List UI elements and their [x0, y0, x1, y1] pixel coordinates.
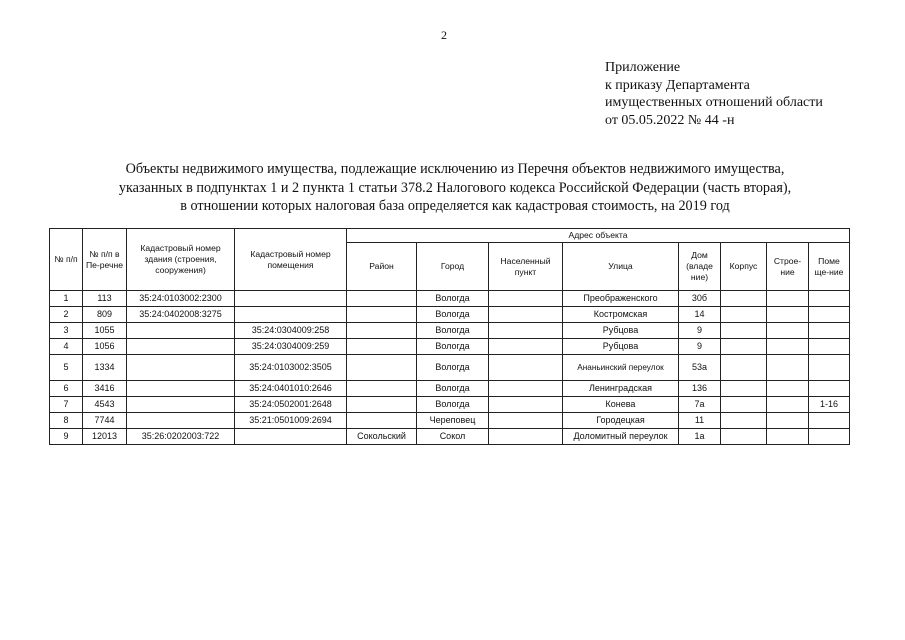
- cell-stroenie: [767, 339, 809, 355]
- cell-settlement: [489, 307, 563, 323]
- table-body: [50, 291, 850, 445]
- cell-district: [347, 323, 417, 339]
- cell-city: Вологда: [417, 355, 489, 381]
- cell-korpus: [721, 413, 767, 429]
- header-num: № п/п: [50, 229, 83, 291]
- cell-stroenie: [767, 413, 809, 429]
- cell-settlement: [489, 397, 563, 413]
- cell-district: Сокольский: [347, 429, 417, 445]
- cell-street: Конева: [563, 397, 679, 413]
- cell-pomeshenie: [809, 339, 850, 355]
- cell-settlement: [489, 381, 563, 397]
- cell-stroenie: [767, 397, 809, 413]
- objects-table: [49, 228, 850, 445]
- cell-premises: 35:24:0103002:3505: [235, 355, 347, 381]
- cell-district: [347, 355, 417, 381]
- title-line: указанных в подпунктах 1 и 2 пункта 1 статьи 378.2 Налогового кодекса Российской Федерации (часть вторая),: [118, 179, 792, 196]
- header-building-cadastral: Кадастровый номер здания (строения, сооружения): [127, 229, 235, 291]
- cell-street: Ленинградская: [563, 381, 679, 397]
- cell-perechen: 1056: [83, 339, 127, 355]
- cell-korpus: [721, 307, 767, 323]
- table-row: [50, 413, 850, 429]
- cell-korpus: [721, 323, 767, 339]
- cell-building: [127, 397, 235, 413]
- cell-num: 9: [50, 429, 83, 445]
- cell-city: Вологда: [417, 339, 489, 355]
- cell-stroenie: [767, 355, 809, 381]
- table-row: [50, 307, 850, 323]
- appendix-line: от 05.05.2022 № 44 -н: [605, 112, 735, 128]
- cell-settlement: [489, 355, 563, 381]
- cell-premises: [235, 307, 347, 323]
- cell-city: Вологда: [417, 307, 489, 323]
- appendix-line: Приложение: [605, 60, 681, 75]
- cell-house: 9: [679, 323, 721, 339]
- cell-stroenie: [767, 381, 809, 397]
- cell-korpus: [721, 381, 767, 397]
- cell-premises: 35:21:0501009:2694: [235, 413, 347, 429]
- cell-building: 35:26:0202003:722: [127, 429, 235, 445]
- appendix-line: имущественных отношений области: [605, 95, 823, 110]
- cell-settlement: [489, 429, 563, 445]
- table-row: [50, 397, 850, 413]
- cell-pomeshenie: [809, 413, 850, 429]
- cell-stroenie: [767, 323, 809, 339]
- cell-street: Преображенского: [563, 291, 679, 307]
- cell-korpus: [721, 429, 767, 445]
- cell-num: 7: [50, 397, 83, 413]
- header-address: Адрес объекта: [347, 229, 850, 243]
- table-row: [50, 429, 850, 445]
- cell-district: [347, 413, 417, 429]
- cell-building: [127, 339, 235, 355]
- table-row: [50, 323, 850, 339]
- cell-city: Сокол: [417, 429, 489, 445]
- appendix-block: [605, 59, 823, 129]
- cell-perechen: 1055: [83, 323, 127, 339]
- cell-city: Вологда: [417, 323, 489, 339]
- cell-city: Вологда: [417, 291, 489, 307]
- header-premises-cadastral: Кадастровый номер помещения: [235, 229, 347, 291]
- cell-perechen: 3416: [83, 381, 127, 397]
- cell-house: 30б: [679, 291, 721, 307]
- header-street: Улица: [563, 243, 679, 291]
- cell-district: [347, 291, 417, 307]
- header-perechen: № п/п в Пе-речне: [83, 229, 127, 291]
- title-line: Объекты недвижимого имущества, подлежащие исключению из Перечня объектов недвижимого имущества,: [125, 161, 785, 177]
- cell-house: 53а: [679, 355, 721, 381]
- cell-city: Череповец: [417, 413, 489, 429]
- cell-premises: [235, 429, 347, 445]
- cell-house: 11: [679, 413, 721, 429]
- cell-settlement: [489, 291, 563, 307]
- cell-perechen: 12013: [83, 429, 127, 445]
- cell-settlement: [489, 323, 563, 339]
- cell-korpus: [721, 339, 767, 355]
- table-row: [50, 291, 850, 307]
- cell-city: Вологда: [417, 397, 489, 413]
- cell-stroenie: [767, 429, 809, 445]
- cell-building: [127, 413, 235, 429]
- cell-house: 14: [679, 307, 721, 323]
- cell-perechen: 7744: [83, 413, 127, 429]
- title-line: в отношении которых налоговая база определяется как кадастровая стоимость, на 2019 год: [180, 198, 730, 214]
- cell-premises: 35:24:0304009:258: [235, 323, 347, 339]
- cell-pomeshenie: [809, 323, 850, 339]
- cell-pomeshenie: 1-16: [809, 397, 850, 413]
- header-pomeshenie: Поме ще-ние: [809, 243, 850, 291]
- cell-building: [127, 355, 235, 381]
- cell-street: Городецкая: [563, 413, 679, 429]
- cell-building: [127, 323, 235, 339]
- header-korpus: Корпус: [721, 243, 767, 291]
- cell-house: 9: [679, 339, 721, 355]
- cell-stroenie: [767, 291, 809, 307]
- cell-district: [347, 397, 417, 413]
- table-row: [50, 339, 850, 355]
- header-house: Дом (владе ние): [679, 243, 721, 291]
- cell-premises: [235, 291, 347, 307]
- table-row: [50, 355, 850, 381]
- table-row: [50, 381, 850, 397]
- cell-num: 5: [50, 355, 83, 381]
- header-district: Район: [347, 243, 417, 291]
- cell-num: 6: [50, 381, 83, 397]
- cell-premises: 35:24:0401010:2646: [235, 381, 347, 397]
- cell-street: Доломитный переулок: [563, 429, 679, 445]
- header-city: Город: [417, 243, 489, 291]
- cell-street: Ананьинский переулок: [563, 355, 679, 381]
- cell-pomeshenie: [809, 381, 850, 397]
- page-number: 2: [441, 28, 447, 42]
- cell-num: 1: [50, 291, 83, 307]
- cell-building: [127, 381, 235, 397]
- cell-street: Рубцова: [563, 339, 679, 355]
- cell-pomeshenie: [809, 307, 850, 323]
- cell-num: 8: [50, 413, 83, 429]
- cell-city: Вологда: [417, 381, 489, 397]
- cell-pomeshenie: [809, 429, 850, 445]
- cell-street: Костромская: [563, 307, 679, 323]
- cell-house: 136: [679, 381, 721, 397]
- cell-perechen: 809: [83, 307, 127, 323]
- cell-street: Рубцова: [563, 323, 679, 339]
- cell-num: 3: [50, 323, 83, 339]
- cell-house: 1а: [679, 429, 721, 445]
- header-stroenie: Строе-ние: [767, 243, 809, 291]
- document-title: [40, 160, 870, 216]
- cell-perechen: 113: [83, 291, 127, 307]
- cell-settlement: [489, 339, 563, 355]
- cell-building: 35:24:0402008:3275: [127, 307, 235, 323]
- cell-perechen: 1334: [83, 355, 127, 381]
- cell-pomeshenie: [809, 355, 850, 381]
- cell-korpus: [721, 291, 767, 307]
- cell-district: [347, 381, 417, 397]
- cell-district: [347, 307, 417, 323]
- cell-perechen: 4543: [83, 397, 127, 413]
- cell-settlement: [489, 413, 563, 429]
- cell-stroenie: [767, 307, 809, 323]
- appendix-line: к приказу Департамента: [605, 77, 750, 93]
- cell-num: 4: [50, 339, 83, 355]
- cell-num: 2: [50, 307, 83, 323]
- cell-premises: 35:24:0304009:259: [235, 339, 347, 355]
- cell-korpus: [721, 397, 767, 413]
- cell-pomeshenie: [809, 291, 850, 307]
- cell-district: [347, 339, 417, 355]
- cell-premises: 35:24:0502001:2648: [235, 397, 347, 413]
- cell-building: 35:24:0103002:2300: [127, 291, 235, 307]
- header-settlement: Населенный пункт: [489, 243, 563, 291]
- cell-house: 7а: [679, 397, 721, 413]
- cell-korpus: [721, 355, 767, 381]
